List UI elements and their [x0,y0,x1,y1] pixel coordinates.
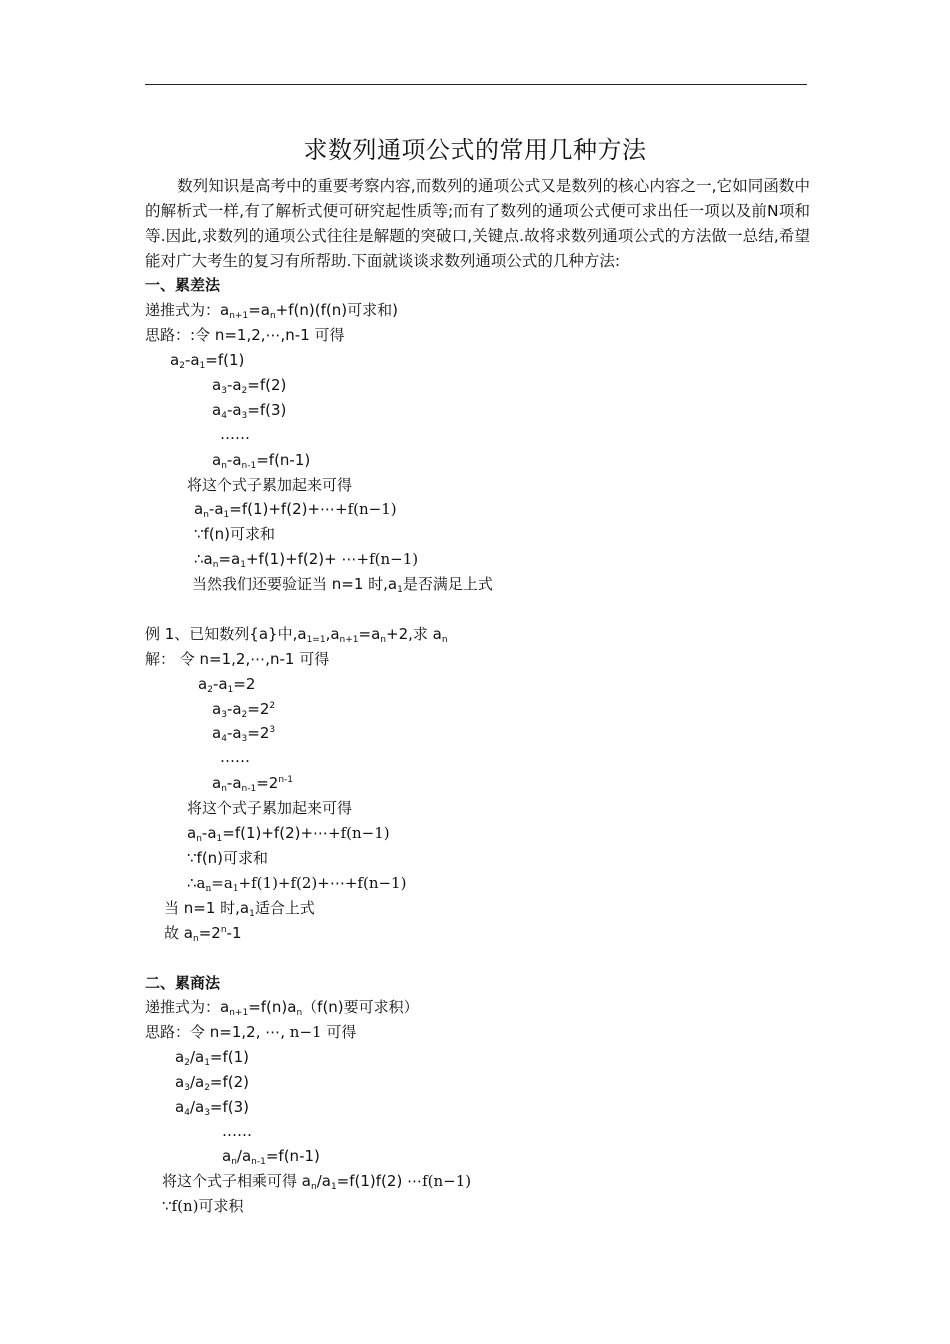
section2-heading: 二、累商法 [145,974,221,992]
section1-check: 当然我们还要验证当 n=1 时$,a_1$是否满足上式 [192,575,493,595]
example1-because: ∵f(n)可求和 [187,849,269,867]
page-title: 求数列通项公式的常用几种方法 [303,136,647,164]
example1-statement: 例 1、已知数列{a}中$,a_{1=1},a_{n+1}=a_n+2$,求 $a_n$ [145,625,448,645]
section1-step: $a_3-a_2=f(2)$ [212,376,287,396]
section2-step: $a_2/a_1=f(1)$ [175,1048,250,1068]
section2-multiply: 将这个式子相乘可得 $a_n/a_1=f(1)f(2)$ ⋯f(n−1) [162,1172,472,1192]
example1-when: 当 n=1 时$,a_1$适合上式 [164,899,315,919]
section1-recurrence: 递推式为：$a_{n+1}=a_n+f(n)(f(n)$可求和) [145,301,398,321]
section1-heading: 一、累差法 [145,276,221,294]
example1-ellipsis: …… [220,748,250,766]
section1-step: $a_4-a_3=f(3)$ [212,401,287,421]
section1-add-text: 将这个式子累加起来可得 [187,476,353,494]
intro-paragraph [145,174,810,274]
example1-step: $a_n-a_{n-1}=2^{n-1}$ [212,774,294,794]
section2-idea: 思路：令 n=1,2, ⋯, n−1 可得 [145,1023,357,1041]
intro-text: 数列知识是高考中的重要考察内容,而数列的通项公式又是数列的核心内容之一,它如同函数中的解析式一样,有了解析式便可研究起性质等;而有了数列的通项公式便可求出任一项以及前N项和等.因此,求数列的通项公式往往是解题的突破口,关键点.故将求数列通项公式的方法做一总结,希望能对广大考生的复习有所帮助.下面就谈谈求数列通项公式的几种方法: [145,177,810,270]
section2-step: $a_4/a_3=f(3)$ [175,1098,250,1118]
example1-sum: $a_n-a_1=f(1)+f(2)+\cdots+f(n-1)$ [187,824,390,844]
example1-add-text: 将这个式子累加起来可得 [187,799,353,817]
example1-therefore: $\therefore a_n=a_1+f(1)+f(2)+\cdots+f(n-1)$ [187,874,407,894]
section2-step: $a_n/a_{n-1}=f(n-1)$ [222,1147,320,1167]
section2-step: $a_3/a_2=f(2)$ [175,1073,250,1093]
section1-ellipsis: …… [220,425,250,443]
section1-sum: $a_n-a_1=f(1)+f(2)+\cdots+f(n-1)$ [194,500,397,520]
example1-step: $a_4-a_3=2^3$ [212,724,276,744]
section2-because: ∵f(n)可求积 [162,1197,244,1215]
header-rule [145,84,807,85]
example1-step: $a_3-a_2=2^2$ [212,700,276,720]
example1-step: $a_2-a_1=2$ [198,675,256,695]
section2-ellipsis: …… [222,1122,252,1140]
section1-idea: 思路：:令 n=1,2,⋯,n-1 可得 [145,326,345,344]
section2-recurrence: 递推式为：$a_{n+1}=f(n)a_n(f(n)$要可求积） [145,998,419,1018]
section1-step: $a_n-a_{n-1}=f(n-1)$ [212,451,311,471]
section1-step: $a_2-a_1=f(1)$ [170,351,245,371]
example1-solution: 解： 令 n=1,2,⋯,n-1 可得 [145,650,330,668]
section1-because: ∵f(n)可求和 [194,525,276,543]
section1-therefore: $\therefore a_n=a_1+f(1)+f(2)+$ ⋯+f(n−1) [194,550,419,570]
example1-answer: 故 $a_n=2^n-1$ [164,924,242,944]
